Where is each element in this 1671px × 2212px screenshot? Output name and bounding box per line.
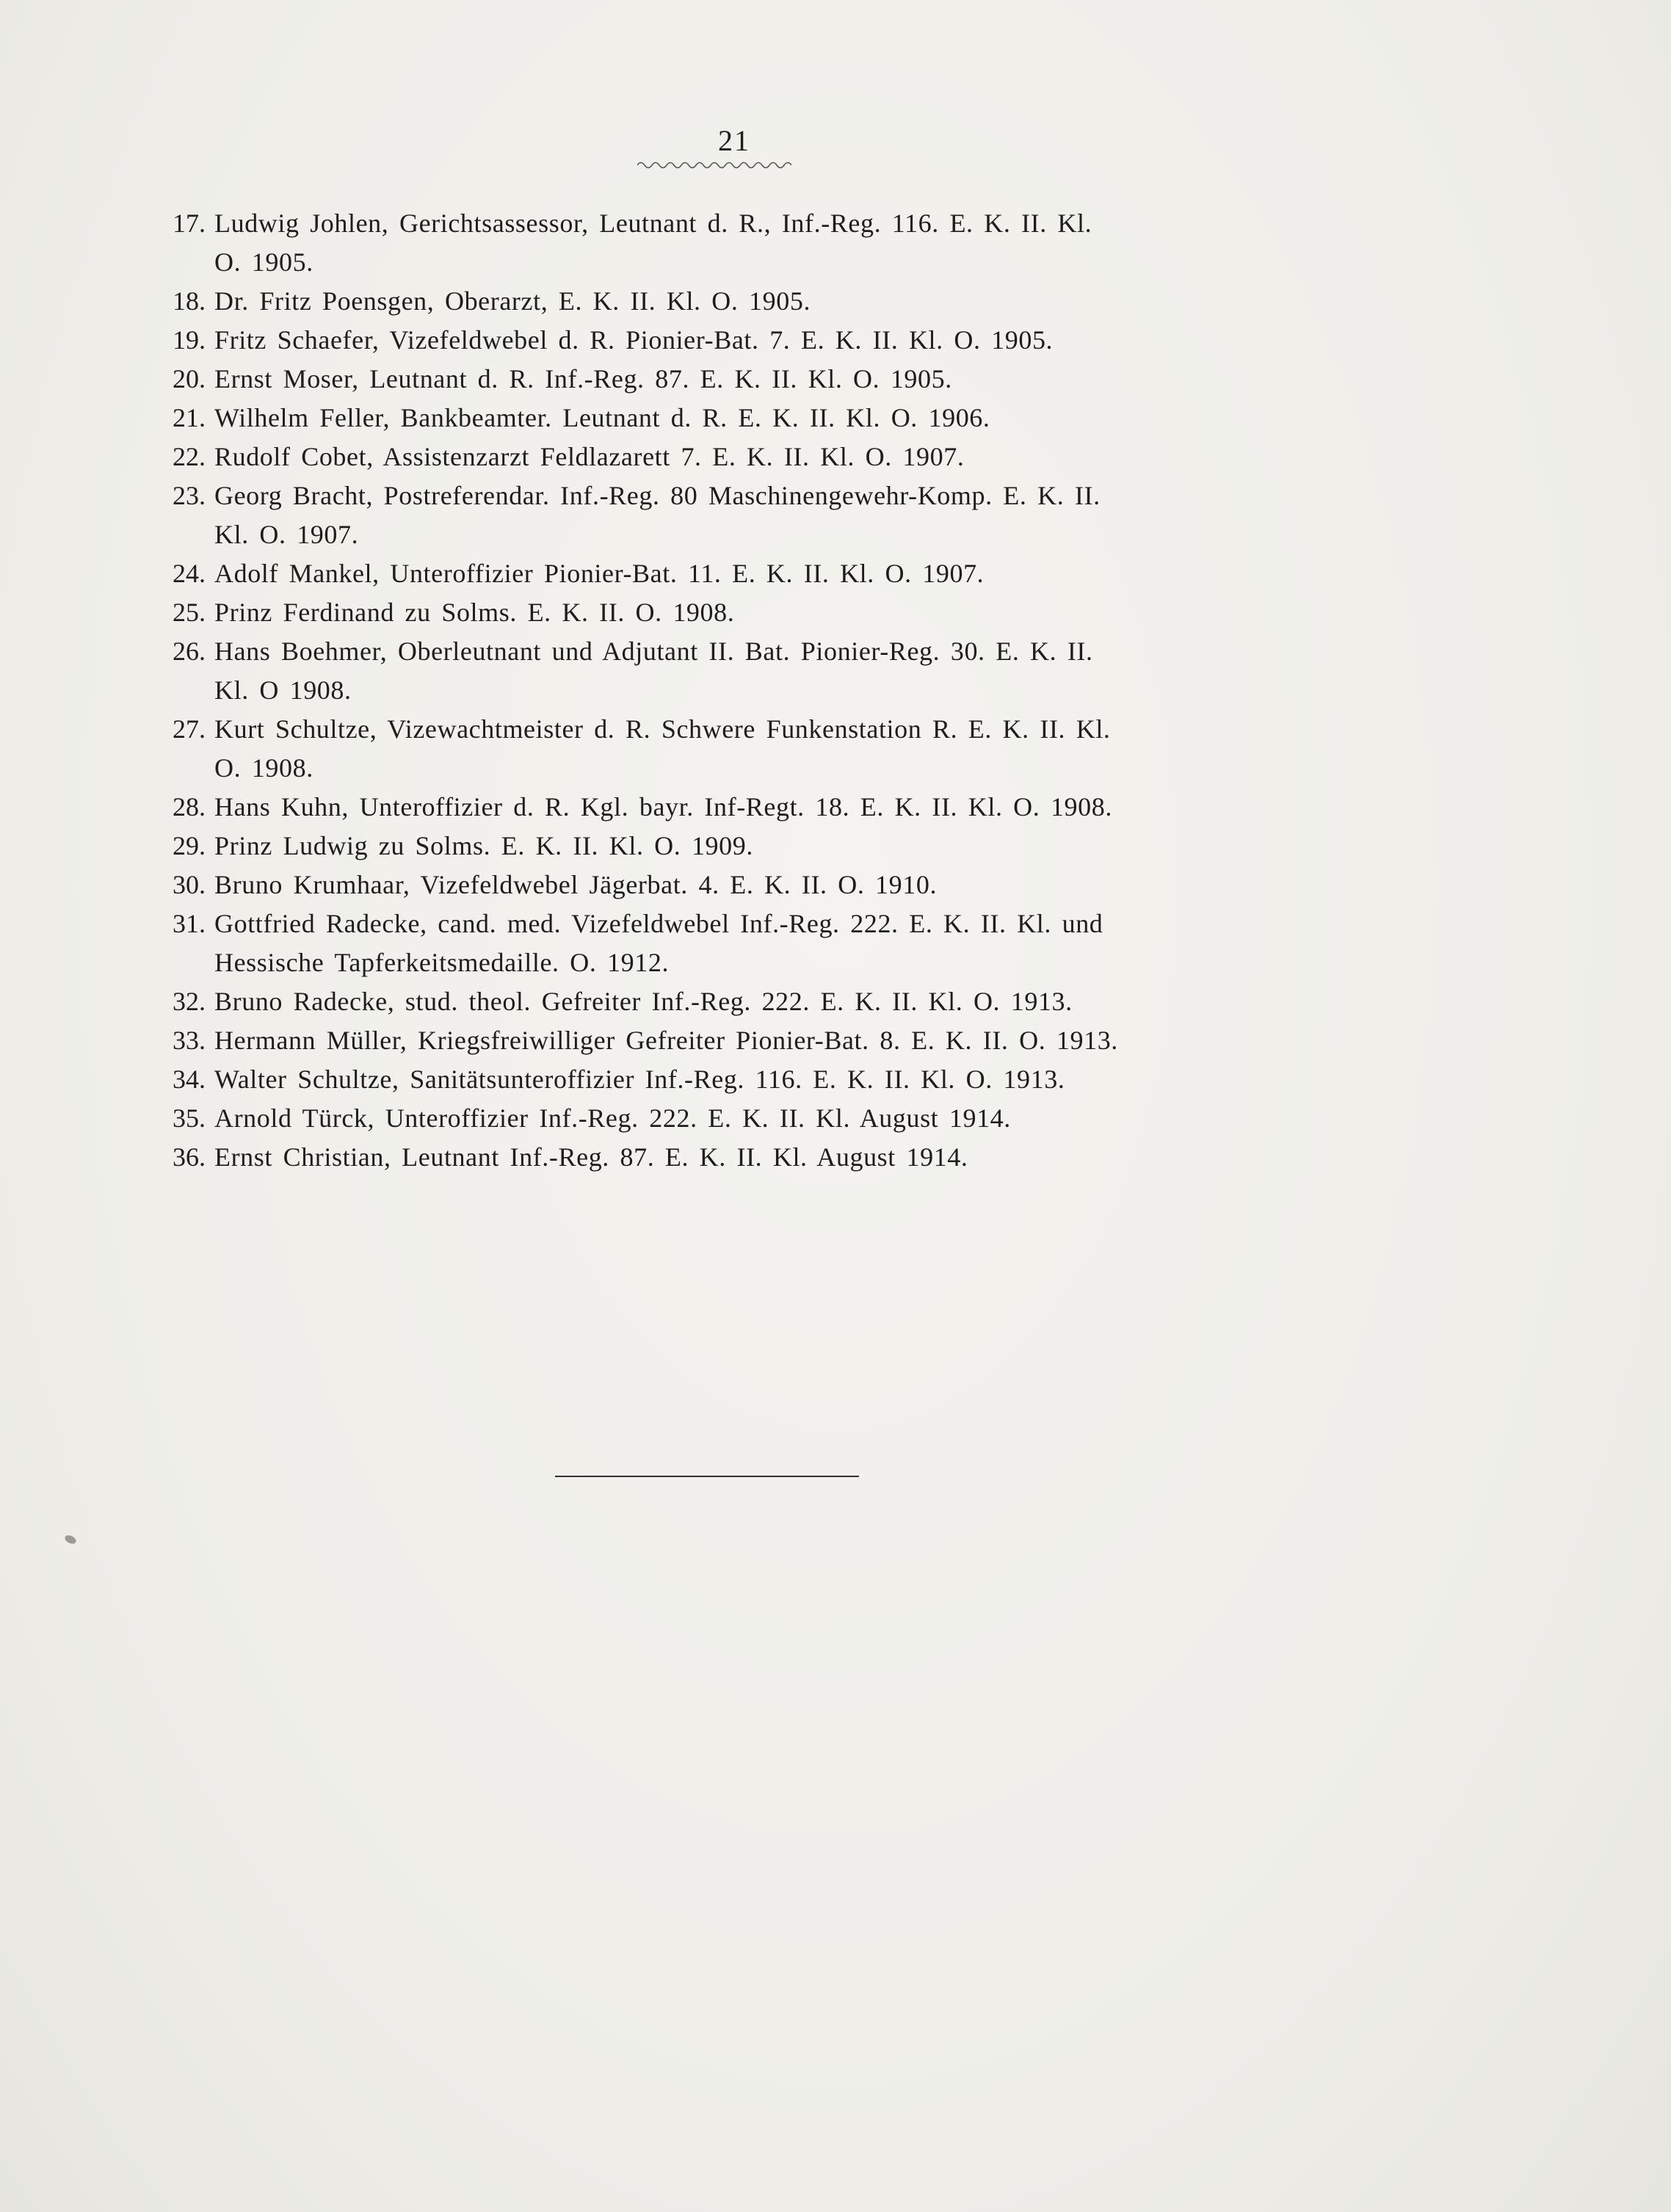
list-item xyxy=(156,982,1360,1021)
entry-number: 25. xyxy=(173,598,206,627)
list-item xyxy=(156,710,1360,788)
list-item xyxy=(156,866,1360,904)
entry-text: Walter Schultze, Sanitätsunteroffizier Inf.-Reg. 116. E. K. II. Kl. O. 1913. xyxy=(214,1065,1065,1094)
decoration-list xyxy=(156,204,1360,1177)
entry-number: 35. xyxy=(173,1103,206,1133)
entry-number: 33. xyxy=(173,1026,206,1055)
list-item xyxy=(156,788,1360,827)
entry-text: Bruno Radecke, stud. theol. Gefreiter Inf.-Reg. 222. E. K. II. Kl. O. 1913. xyxy=(214,987,1073,1016)
entry-number: 22. xyxy=(173,442,206,471)
entry-text: Adolf Mankel, Unteroffizier Pionier-Bat. 11. E. K. II. Kl. O. 1907. xyxy=(214,559,985,588)
list-item xyxy=(156,399,1360,438)
separator-rule xyxy=(555,1476,859,1477)
list-item xyxy=(156,593,1360,632)
list-item xyxy=(156,1021,1360,1060)
list-item xyxy=(156,1060,1360,1099)
entry-number: 23. xyxy=(173,481,206,510)
entry-number: 18. xyxy=(173,286,206,316)
page-number-ornament xyxy=(637,160,791,170)
list-item xyxy=(156,321,1360,360)
entry-number: 34. xyxy=(173,1065,206,1094)
list-item xyxy=(156,827,1360,866)
entry-text: Ernst Christian, Leutnant Inf.-Reg. 87. E. K. II. Kl. August 1914. xyxy=(214,1142,968,1172)
entry-number: 31. xyxy=(173,909,206,938)
list-item xyxy=(156,282,1360,321)
entry-number: 30. xyxy=(173,870,206,899)
entry-text: Wilhelm Feller, Bankbeamter. Leutnant d. R. E. K. II. Kl. O. 1906. xyxy=(214,403,990,432)
list-item xyxy=(156,360,1360,399)
entry-number: 19. xyxy=(173,325,206,355)
entry-text: Hans Boehmer, Oberleutnant und Adjutant II. Bat. Pionier-Reg. 30. E. K. II. Kl. O 1908. xyxy=(214,637,1093,705)
entry-number: 26. xyxy=(173,637,206,666)
entry-number: 24. xyxy=(173,559,206,588)
page-number: 21 xyxy=(718,124,750,157)
entry-text: Georg Bracht, Postreferendar. Inf.-Reg. 80 Maschinengewehr-Komp. E. K. II. Kl. O. 1907. xyxy=(214,481,1101,549)
list-item xyxy=(156,476,1360,554)
entry-number: 17. xyxy=(173,208,206,238)
entry-text: Hermann Müller, Kriegsfreiwilliger Gefreiter Pionier-Bat. 8. E. K. II. O. 1913. xyxy=(214,1026,1118,1055)
entry-number: 29. xyxy=(173,831,206,860)
entry-text: Ludwig Johlen, Gerichtsassessor, Leutnant d. R., Inf.-Reg. 116. E. K. II. Kl. O. 1905. xyxy=(214,208,1092,277)
entry-text: Fritz Schaefer, Vizefeldwebel d. R. Pionier-Bat. 7. E. K. II. Kl. O. 1905. xyxy=(214,325,1054,355)
entry-number: 20. xyxy=(173,364,206,394)
entry-text: Ernst Moser, Leutnant d. R. Inf.-Reg. 87. E. K. II. Kl. O. 1905. xyxy=(214,364,952,394)
list-item xyxy=(156,1138,1360,1177)
entry-number: 27. xyxy=(173,714,206,744)
ink-smudge xyxy=(64,1534,78,1545)
list-item xyxy=(156,554,1360,593)
entry-number: 32. xyxy=(173,987,206,1016)
entry-number: 21. xyxy=(173,403,206,432)
entry-text: Kurt Schultze, Vizewachtmeister d. R. Schwere Funkenstation R. E. K. II. Kl. O. 1908. xyxy=(214,714,1111,783)
entry-text: Rudolf Cobet, Assistenzarzt Feldlazarett 7. E. K. II. Kl. O. 1907. xyxy=(214,442,965,471)
list-item xyxy=(156,438,1360,476)
list-item xyxy=(156,904,1360,982)
entry-text: Arnold Türck, Unteroffizier Inf.-Reg. 222. E. K. II. Kl. August 1914. xyxy=(214,1103,1011,1133)
entry-text: Bruno Krumhaar, Vizefeldwebel Jägerbat. 4. E. K. II. O. 1910. xyxy=(214,870,938,899)
entry-text: Prinz Ludwig zu Solms. E. K. II. Kl. O. 1909. xyxy=(214,831,753,860)
list-item xyxy=(156,204,1360,282)
entry-text: Hans Kuhn, Unteroffizier d. R. Kgl. bayr. Inf-Regt. 18. E. K. II. Kl. O. 1908. xyxy=(214,792,1112,822)
entry-text: Prinz Ferdinand zu Solms. E. K. II. O. 1908. xyxy=(214,598,735,627)
entry-number: 28. xyxy=(173,792,206,822)
entry-text: Gottfried Radecke, cand. med. Vizefeldwebel Inf.-Reg. 222. E. K. II. Kl. und Hessische Tapferkeitsmedaille. O. 1912. xyxy=(214,909,1103,977)
entry-number: 36. xyxy=(173,1142,206,1172)
list-item xyxy=(156,1099,1360,1138)
list-item xyxy=(156,632,1360,710)
entry-text: Dr. Fritz Poensgen, Oberarzt, E. K. II. Kl. O. 1905. xyxy=(214,286,811,316)
